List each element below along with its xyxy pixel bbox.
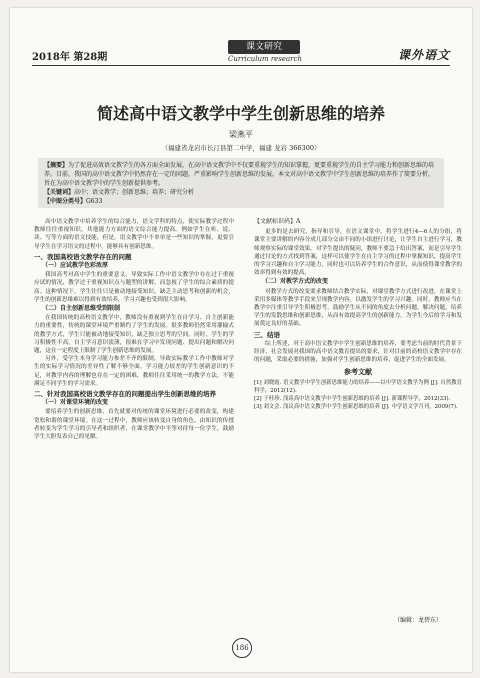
doc-code-value: A	[296, 218, 301, 225]
left-column	[34, 218, 234, 654]
keywords-text: 高中；语文教学；创新思维；培养；研究分析	[74, 189, 195, 196]
subsection-heading: （一）应试教学色彩浓厚	[42, 262, 109, 270]
abstract-label: 【摘要】	[44, 162, 69, 169]
right-column	[254, 218, 462, 654]
abstract-box	[38, 158, 444, 208]
clc-value: G633	[86, 198, 103, 205]
journal-page	[10, 8, 472, 672]
paragraph: 更多的是去研究、指导和引导，在语文课堂中，将学生进行4—6人的分组，将课堂主要讲解的内容分成几部分交由不同的小组进行讨论，让学生自主进行学习，教师观察实际的课堂效果。对学生提出的疑问，教师不要急于给出答案，而是引导学生通过讨论的方式找到答案，这样可以使学生在自主学习的过程中掌握知识，提高学生的学习兴趣和自主学习能力，同时也可以培养学生的合作意识，从而使得课堂教学的效率得到有效的提高。	[254, 229, 462, 277]
section-heading: 二、针对我国高校语文教学存在的问题提出学生创新思维的培养	[34, 390, 216, 399]
section-heading: 三、结语	[254, 330, 280, 339]
doc-code	[254, 218, 462, 226]
reference-item: [2] 于桂珍. 浅谈高中语文教学中学生创新思维的培养 [J]. 新课程导学，2012(33).	[254, 396, 451, 403]
paragraph: 我国高考对高中学生的重要意义，导致实际工作中语文教学中存在过于重视应试的情况，教学过于重视知识点与题型的讲解，而忽视了学生的综合素质的提高。这种情况下，学生往往只是被动地接受知识，缺乏主动思考和创新的机会，学生的创新思维难以得到有效培养，学习兴趣也受到很大影响。	[34, 272, 234, 303]
author-affiliation: （福建省龙岩市长汀县第二中学，福建 龙岩 366300）	[161, 144, 321, 152]
header-rule	[32, 65, 450, 66]
paragraph: 高中语文教学中培养学生的综合能力，语文学科的特点，使实际教学过程中教师往往重视知识，其他能力方面的语文综合能力提高。例如学生在听、说、读、写等方面的语文技能，但是，语文教学中不单单是一些知识的掌握，更要引导学生在学习语文的过程中，能够具有创新思维。	[34, 219, 234, 250]
column-badge: 课文研究	[228, 40, 300, 54]
subsection-heading: （二）对教学方式的改变	[262, 278, 329, 286]
keywords-label: 【关键词】	[44, 189, 75, 196]
article-title: 简述高中语文教学中学生创新思维的培养	[96, 104, 385, 123]
paragraph: 对教学方式的改变要求教师结合教学实际，对课堂教学方式进行改进，在课堂上采用多媒体等教学手段来呈现教学内容，以激发学生的学习兴趣。同时，教师应当在教学中注重引导学生积极思考，鼓励学生从不同的角度去分析问题、解决问题，培养学生的发散思维和创新思维，从而有效提高学生的创新能力，为学生今后的学习和发展奠定良好的基础。	[254, 288, 462, 328]
references-heading: 参考文献	[344, 368, 372, 377]
paragraph: 在我国传统的高校语文教学中，教师没有重视到学生在自学习、自主创新能力的重要性，传统的课堂环境严重制约了学生的发展。很多教师仍然采用灌输式的教学方式，学生只能被动地接受知识，缺乏独立思考的空间。同时，学生的学习积极性不高，自主学习意识淡薄，很难在学习中发现问题、提出问题和解决问题，这在一定程度上限制了学生创新思维的发展。	[34, 315, 234, 355]
doc-code-label: 【文献标识码】	[254, 218, 297, 225]
column-badge-subtitle: Curriculum research	[227, 55, 302, 63]
editor-note: （编辑：龙碧东）	[393, 617, 442, 624]
subsection-heading: （二）自主创新思维受到限制	[42, 305, 121, 313]
subsection-heading: （一）对课堂环境的改变	[42, 399, 109, 407]
issue-label: 2018年 第28期	[32, 52, 108, 63]
page-number: 186	[232, 638, 252, 658]
section-heading: 一、我国高校语文教学存在的问题	[34, 252, 132, 261]
abstract-text: 为了促进高效语文教学生的各方面全面发展，在高中语文教学中不仅要重视学生的知识掌握，更要重视学生的自主学习能力和创新思维的培养。目前，我国的高中语文教学中仍然存在一定的问题，严重影响学生创新思维的发展。本文对高中语文教学中学生创新思维的培养作了简要分析，旨在为高中语文教学中的学生创新提供参考。	[44, 162, 435, 187]
reference-item: [3] 刘文会. 浅议高中语文教学中学生创新思维的培养 [J]. 中学语文学月刊，2009(7).	[254, 404, 458, 411]
clc-label: 【中图分类号】	[44, 198, 87, 205]
paragraph: 要培养学生的创新思维，首先就要对传统的课堂环境进行必要的改变，构建宽松和谐的课堂环境。在这一过程中，教师应该转变自身的角色，由知识的传授者转变为学生学习的引导者和组织者，在课堂教学中平等对待每一位学生，鼓励学生大胆发表自己的见解。	[34, 409, 234, 441]
paragraph: 另外，受学生本身学习能力参差不齐的限制，导致实际教学工作中教师对学生的实际学习情况的差异性了解不够全面，学习能力较差的学生创新意识的不足，对教学内容的理解也存在一定的困难，教师往往采用统一的教学方法，不能满足不同学生的学习需求。	[34, 356, 234, 387]
paragraph: 综上所述，对于高中语文教学中学生创新思维的培养，要考虑当前的时代背景下经济、社会发展对我国的高中语文教育提出的要求，针对目前的高校语文教学中存在的问题，采取必要的措施，加强对学生创新思维的培养，促进学生的全面发展。	[254, 340, 462, 364]
author-name: 梁燕平	[229, 130, 253, 139]
journal-logo: 课外语文	[397, 48, 450, 62]
reference-item: [1] 刘晓霞. 语文教学中学生创新思维能力的培养——以中学语文教学为例 [J]. 自然教育科学，2012(12).	[254, 379, 462, 394]
